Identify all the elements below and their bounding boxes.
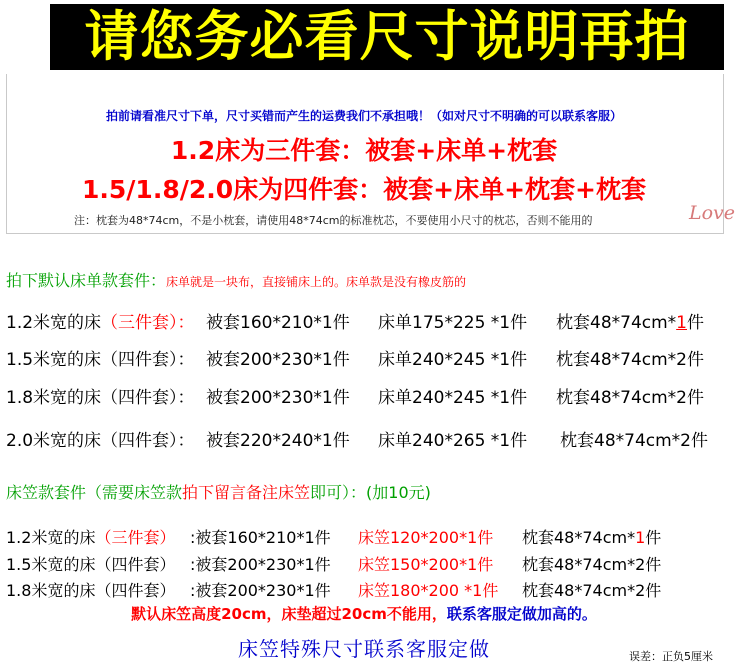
duvet-size: :被套200*230*1件: [190, 555, 331, 574]
height-note-warning: 默认床笠高度20cm，床垫超过20cm不能用，: [131, 605, 447, 623]
bed-size: 1.5米宽的床（四件套）: [6, 555, 176, 574]
special-size-note: 床笠特殊尺寸联系客服定做: [238, 637, 490, 661]
sheet-size: 床单240*245 *1件: [378, 350, 528, 370]
fitted-section-title: [6, 480, 431, 503]
bed-size: 2.0米宽的床（四件套）：: [6, 431, 195, 451]
pillow-unit: 件: [645, 528, 662, 547]
sheet-size: 床单175*225 *1件: [378, 313, 528, 333]
fitted-sheet-size: 床笠120*200*1件: [358, 528, 494, 547]
duvet-size: 被套200*230*1件: [206, 350, 350, 370]
pillow-size: [522, 525, 661, 548]
set-1-5-description: 1.5/1.8/2.0床为四件套：被套+床单+枕套+枕套: [82, 175, 646, 204]
pillow-size: 枕套48*74cm*2件: [522, 555, 662, 574]
sheet-section-title: [6, 268, 466, 291]
bed-size-prefix: 1.2米宽的床: [6, 313, 102, 333]
pillow-size: 枕套48*74cm*2件: [556, 350, 704, 370]
pillow-size: 枕套48*74cm*2件: [556, 388, 704, 408]
pillow-count: 1: [676, 313, 687, 333]
pillow-size: [556, 308, 704, 333]
pillow-size-prefix: 枕套48*74cm*: [522, 528, 636, 547]
pillow-unit: 件: [687, 313, 704, 333]
tolerance-note: 误差：正负5厘米: [629, 650, 713, 663]
duvet-size: :被套160*210*1件: [190, 528, 331, 547]
sheet-size: 床单240*265 *1件: [378, 431, 528, 451]
bed-size: [6, 525, 175, 548]
bed-size-prefix: 1.2米宽的床: [6, 528, 96, 547]
duvet-size: 被套160*210*1件: [206, 313, 350, 333]
fitted-sheet-size: 床笠150*200*1件: [358, 555, 494, 574]
bed-size: 1.8米宽的床（四件套）: [6, 581, 176, 600]
title-banner: [50, 4, 724, 70]
bed-size: [6, 308, 195, 333]
fitted-title-prefix: 床笠款套件（需要床笠款: [6, 483, 183, 502]
set-1-2-description: 1.2床为三件套：被套+床单+枕套: [170, 136, 558, 165]
pillow-count: 1: [635, 528, 646, 547]
sheet-section-subtitle: 床单就是一块布，直接铺床上的。床单款是没有橡皮筋的: [166, 275, 467, 289]
sheet-size: 床单240*245 *1件: [378, 388, 528, 408]
bed-size: 1.5米宽的床（四件套）：: [6, 350, 195, 370]
return-warning: 拍前请看准尺寸下单，尺寸买错而产生的运费我们不承担哦！（如对尺寸不明确的可以联系客服）: [105, 109, 622, 123]
fitted-height-note: [0, 603, 728, 624]
fitted-sheet-size: 床笠180*200 *1件: [358, 581, 499, 600]
fitted-title-highlight: 拍下留言备注床笠: [182, 483, 311, 502]
height-note-contact: 联系客服定做加高的。: [446, 605, 597, 623]
fitted-title-suffix: 即可）：(加10元): [310, 483, 431, 502]
duvet-size: 被套200*230*1件: [206, 388, 350, 408]
banner-title: 请您务必看尺寸说明再拍: [84, 5, 690, 68]
love-decoration: Love: [689, 202, 735, 224]
duvet-size: :被套200*230*1件: [190, 581, 331, 600]
bed-size: 1.8米宽的床（四件套）：: [6, 388, 195, 408]
bed-set-type: （三件套）: [95, 528, 176, 547]
duvet-size: 被套220*240*1件: [206, 431, 350, 451]
bed-set-type: （三件套）：: [101, 313, 195, 333]
pillow-note: 注：枕套为48*74cm，不是小枕套，请使用48*74cm的标准枕芯，不要使用小尺寸的枕芯，否则不能用的: [74, 214, 593, 227]
pillow-size: 枕套48*74cm*2件: [560, 431, 708, 451]
pillow-size-prefix: 枕套48*74cm*: [556, 313, 677, 333]
sheet-section-title-text: 拍下默认床单款套件：: [6, 271, 167, 290]
pillow-size: 枕套48*74cm*2件: [522, 581, 662, 600]
